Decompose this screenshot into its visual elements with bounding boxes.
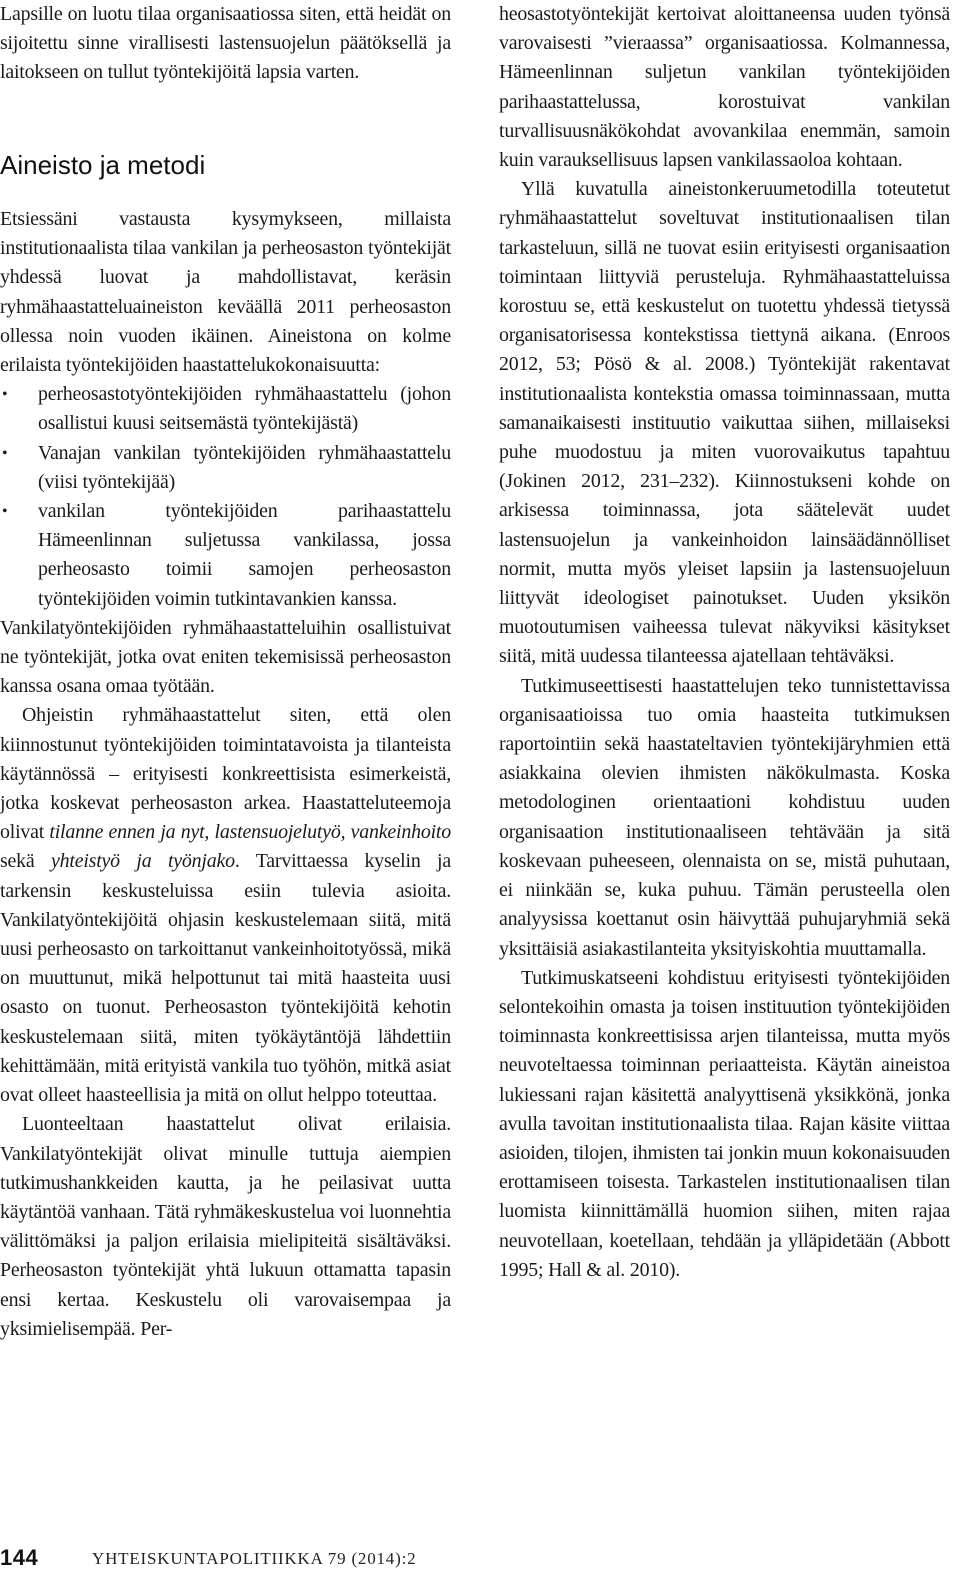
method-suitability-paragraph: Yllä kuvatulla aineistonkeruumetodilla toteutetut ryhmähaastattelut soveltuvat institutionaalisen tilan tarkasteluun, sillä ne tuovat esiin erityisesti organisaation toimintaan liittyviä perusteluja. Ryhmähaastatteluissa korostuu se, että keskustelut on tuotettu yhdessä tietyssä organisatorisessa kontekstissa tiettynä aikana. (Enroos 2012, 53; Pösö & al. 2008.) Työntekijät rakentavat institutionaalista kontekstia omassa toiminnassaan, mutta samanaikaisesti instituutio vaikuttaa siihen, millaiseksi puhe muodostuu ja miten vuorovaikutus tapahtuu (Jokinen 2012, 231–232). Kiinnostukseni kohde on arkisessa toiminnassa, jota säätelevät uudet lastensuojelun ja vankeinhoidon lainsäädännölliset normit, mutta myös yleiset lapsiin ja lastensuojeluun liittyvät ideologiset painotukset. Uuden yksikön muotoutumisen vaiheessa tulevat näkyviksi käsitykset siitä, mitä uudessa tilanteessa ajatellaan tehtäväksi. [499,178,950,668]
left-column [0,0,451,88]
method-paragraph: Etsiessäni vastausta kysymykseen, millaista institutionaalista tilaa vankilan ja perheosaston työntekijät yhdessä luovat ja mahdollistavat, keräsin ryhmähaastatteluaineiston keväällä 2011 perheosaston ollessa noin vuoden ikäinen. Aineistona on kolme erilaista työntekijöiden haastattelukokonaisuutta: [0,208,451,377]
instructions-paragraph: Ohjeistin ryhmähaastattelut siten, että olen kiinnostunut työntekijöiden toimintatavoista ja tilanteista käytännössä – erityisesti konkreettisista esimerkeistä, jotka koskevat perheosaston arkea. Haastatteluteemoja olivat tilanne ennen ja nyt, lastensuojelutyö, vankeinhoito sekä yhteistyö ja työnjako. Tarvittaessa kyselin ja tarkensin keskusteluissa esiin tulevia asioita. Vankilatyöntekijöitä ohjasin keskustelemaan siitä, mitä uusi perheosasto on tarkoittanut vankeinhoitotyössä, mikä on muuttunut, mikä helpottunut tai mitä haasteita uusi osasto on tuonut. Perheosaston työntekijöitä kehotin keskustelemaan siitä, miten työkäytäntöjä lähdettiin kehittämään, mitä erityistä vankila tuo työhön, mitkä asiat ovat olleet haasteellisia ja mitä on ollut helppo toteuttaa. [0,704,451,1107]
continuation-paragraph: heosastotyöntekijät kertoivat aloittaneensa uuden työnsä varovaisesti ”vieraassa” organisaatiossa. Kolmannessa, Hämeenlinnan suljetun vankilan työntekijöiden parihaastattelussa, korostuivat vankilan turvallisuusnäkökohdat avovankilaa enemmän, samoin kuin varauksellisuus lapsen vankilassaoloa kohtaan. [499,3,950,172]
page-number: 144 [0,1545,39,1570]
bullet-icon: • [2,386,8,404]
interview-list [0,380,451,614]
section-heading: Aineisto ja metodi [0,150,206,180]
ethics-paragraph: Tutkimuseettisesti haastattelujen teko tunnistettavissa organisaatioissa tuo omia haasteita tutkimuksen raportointiin sekä haastateltavien työntekijäryhmien että asiakkaina olevien ihmisten näkökulmasta. Koska metodologinen orientaationi kohdistuu uuden organisaation institutionaaliseen tehtävään ja sitä koskevaan puheeseen, olennaista on se, mistä puhutaan, ei niinkään se, kuka puhuu. Tämän perusteella olen analyysissa koettanut osin häivyttää puhujaryhmiä sekä yksittäisiä asiakastilanteita yksityiskohtia muuttamalla. [499,674,950,960]
page-footer [0,1545,960,1575]
right-column [499,0,950,1285]
focus-paragraph: Tutkimuskatseeni kohdistuu erityisesti työntekijöiden selontekoihin omasta ja toisen instituution työntekijöiden toiminnasta konkreettisissa arjen tilanteissa, mutta myös neuvoteltaessa toiminnan periaatteista. Käytän aineistoa lukiessani rajan käsitettä analyyttisenä yksikkönä, jonka avulla tavoitan institutionaalista tilaa. Rajan käsite viittaa asioiden, tilojen, ihmisten tai jonkin muun kokonaisuuden erottamiseen toisesta. Tarkastelen institutionaalisen tilan luomista kiinnittämällä huomion siihen, miten rajaa neuvotellaan, koetellaan, tehdään ja ylläpidetään (Abbott 1995; Hall & al. 2010). [499,966,950,1281]
list-item: • perheosastotyöntekijöiden ryhmähaastattelu (johon osallistui kuusi seitsemästä työntekijästä) [0,380,451,438]
journal-name: YHTEISKUNTAPOLITIIKKA 79 (2014):2 [92,1549,417,1568]
list-item: • vankilan työntekijöiden parihaastattelu Hämeenlinnan suljetussa vankilassa, jossa perheosasto toimii samojen perheosaston työntekijöiden voimin tutkintavankien kanssa. [0,497,451,614]
intro-paragraph: Lapsille on luotu tilaa organisaatiossa siten, että heidät on sijoitettu sinne virallisesti lastensuojelun päätöksellä ja laitokseen on tullut työntekijöitä lapsia varten. [0,3,451,84]
left-column-body [0,205,451,1344]
bullet-icon: • [2,444,8,462]
nature-paragraph: Luonteeltaan haastattelut olivat erilaisia. Vankilatyöntekijät olivat minulle tuttuja aiempien tutkimushankkeiden kautta, ja he peilasivat uutta käytäntöä vanhaan. Tätä ryhmäkeskustelua voi luonnehtia välittömäksi ja paljon erilaisia mielipiteitä sisältäväksi. Perheosaston työntekijät yhtä lukuun ottamatta tapasin ensi kertaa. Keskustelu oli varovaisempaa ja yksimielisempää. Per- [0,1113,451,1340]
participants-paragraph: Vankilatyöntekijöiden ryhmähaastatteluihin osallistuivat ne työntekijät, jotka ovat eniten tekemisissä perheosaston kanssa osana omaa työtään. [0,616,451,698]
list-item: • Vanajan vankilan työntekijöiden ryhmähaastattelu (viisi työntekijää) [0,439,451,497]
bullet-icon: • [2,503,8,521]
